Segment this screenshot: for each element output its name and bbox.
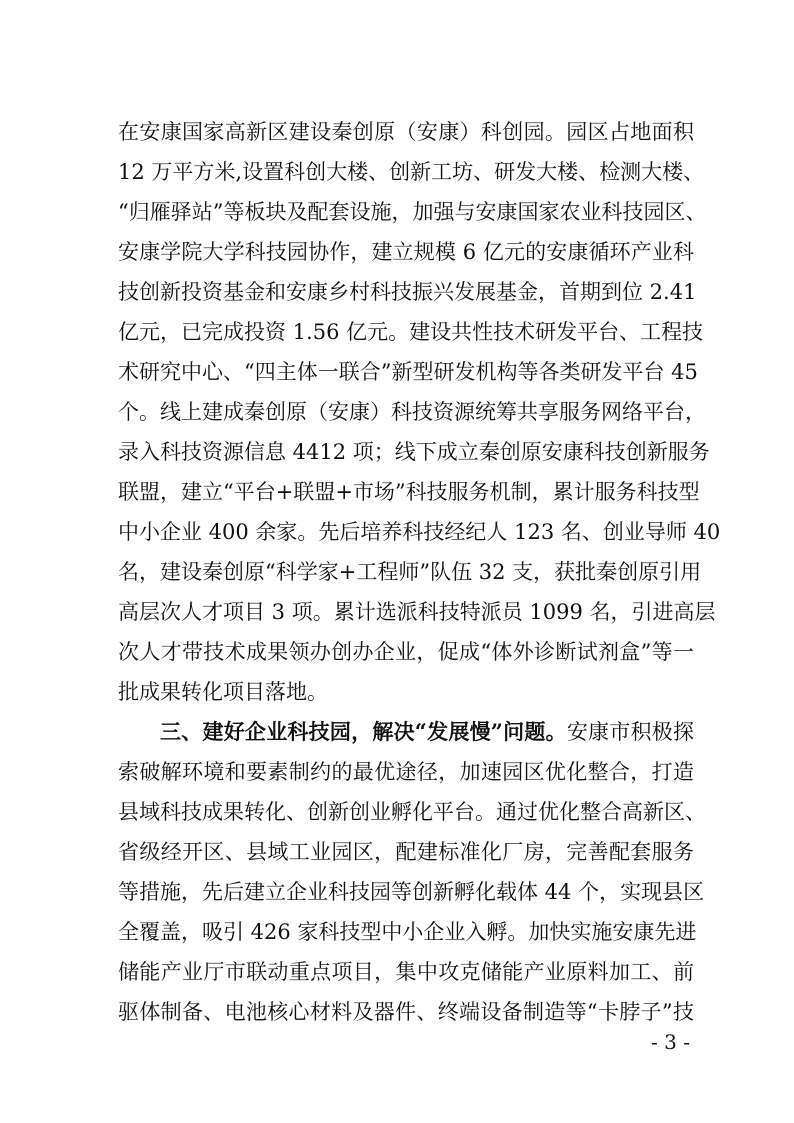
paragraph-2-line: 县域科技成果转化、创新创业孵化平台。通过优化整合高新区、 bbox=[118, 800, 706, 824]
paragraph-1-line: 术研究中心、“四主体一联合”新型研发机构等各类研发平台 45 bbox=[118, 360, 698, 384]
paragraph-1-line: 在安康国家高新区建设秦创原（安康）科创园。园区占地面积 bbox=[118, 120, 694, 144]
page-number: - 3 - bbox=[651, 1030, 690, 1054]
paragraph-1-line: 12 万平方米,设置科创大楼、创新工坊、研发大楼、检测大楼、 bbox=[118, 160, 705, 184]
paragraph-1-line: 个。线上建成秦创原（安康）科技资源统筹共享服务网络平台， bbox=[118, 400, 706, 424]
paragraph-2-line: 索破解环境和要素制约的最优途径，加速园区优化整合，打造 bbox=[118, 760, 694, 784]
paragraph-1-line: 高层次人才项目 3 项。累计选派科技特派员 1099 名，引进高层 bbox=[118, 600, 716, 624]
paragraph-1-line: 安康学院大学科技园协作，建立规模 6 亿元的安康循环产业科 bbox=[118, 240, 694, 264]
paragraph-2-first-line-text: 安康市积极探 bbox=[566, 720, 694, 744]
paragraph-2-line: 全覆盖，吸引 426 家科技型中小企业入孵。加快实施安康先进 bbox=[118, 920, 697, 944]
paragraph-2-line: 省级经开区、县域工业园区，配建标准化厂房，完善配套服务 bbox=[118, 840, 694, 864]
section-heading: 三、建好企业科技园，解决“发展慢”问题。 bbox=[160, 719, 567, 744]
paragraph-1-line: 亿元，已完成投资 1.56 亿元。建设共性技术研发平台、工程技 bbox=[118, 320, 704, 344]
paragraph-1-line: 名，建设秦创原“科学家+工程师”队伍 32 支，获批秦创原引用 bbox=[118, 560, 702, 584]
paragraph-2-line: 驱体制备、电池核心材料及器件、终端设备制造等“卡脖子”技 bbox=[118, 1000, 694, 1024]
paragraph-2-line: 储能产业厅市联动重点项目，集中攻克储能产业原料加工、前 bbox=[118, 960, 694, 984]
paragraph-1-line: 联盟，建立“平台+联盟+市场”科技服务机制，累计服务科技型 bbox=[118, 480, 700, 504]
paragraph-2-first-line bbox=[160, 712, 694, 752]
paragraph-1-line: 技创新投资基金和安康乡村科技振兴发展基金，首期到位 2.41 bbox=[118, 280, 697, 304]
paragraph-1-line: 中小企业 400 余家。先后培养科技经纪人 123 名、创业导师 40 bbox=[118, 520, 721, 544]
paragraph-1-line: 录入科技资源信息 4412 项；线下成立秦创原安康科技创新服务 bbox=[118, 440, 710, 464]
paragraph-1-line: “归雁驿站”等板块及配套设施，加强与安康国家农业科技园区、 bbox=[118, 200, 707, 224]
paragraph-2-line: 等措施，先后建立企业科技园等创新孵化载体 44 个，实现县区 bbox=[118, 880, 705, 904]
paragraph-1-line: 次人才带技术成果领办创办企业，促成“体外诊断试剂盒”等一 bbox=[118, 640, 694, 664]
paragraph-1-line: 批成果转化项目落地。 bbox=[118, 680, 328, 704]
